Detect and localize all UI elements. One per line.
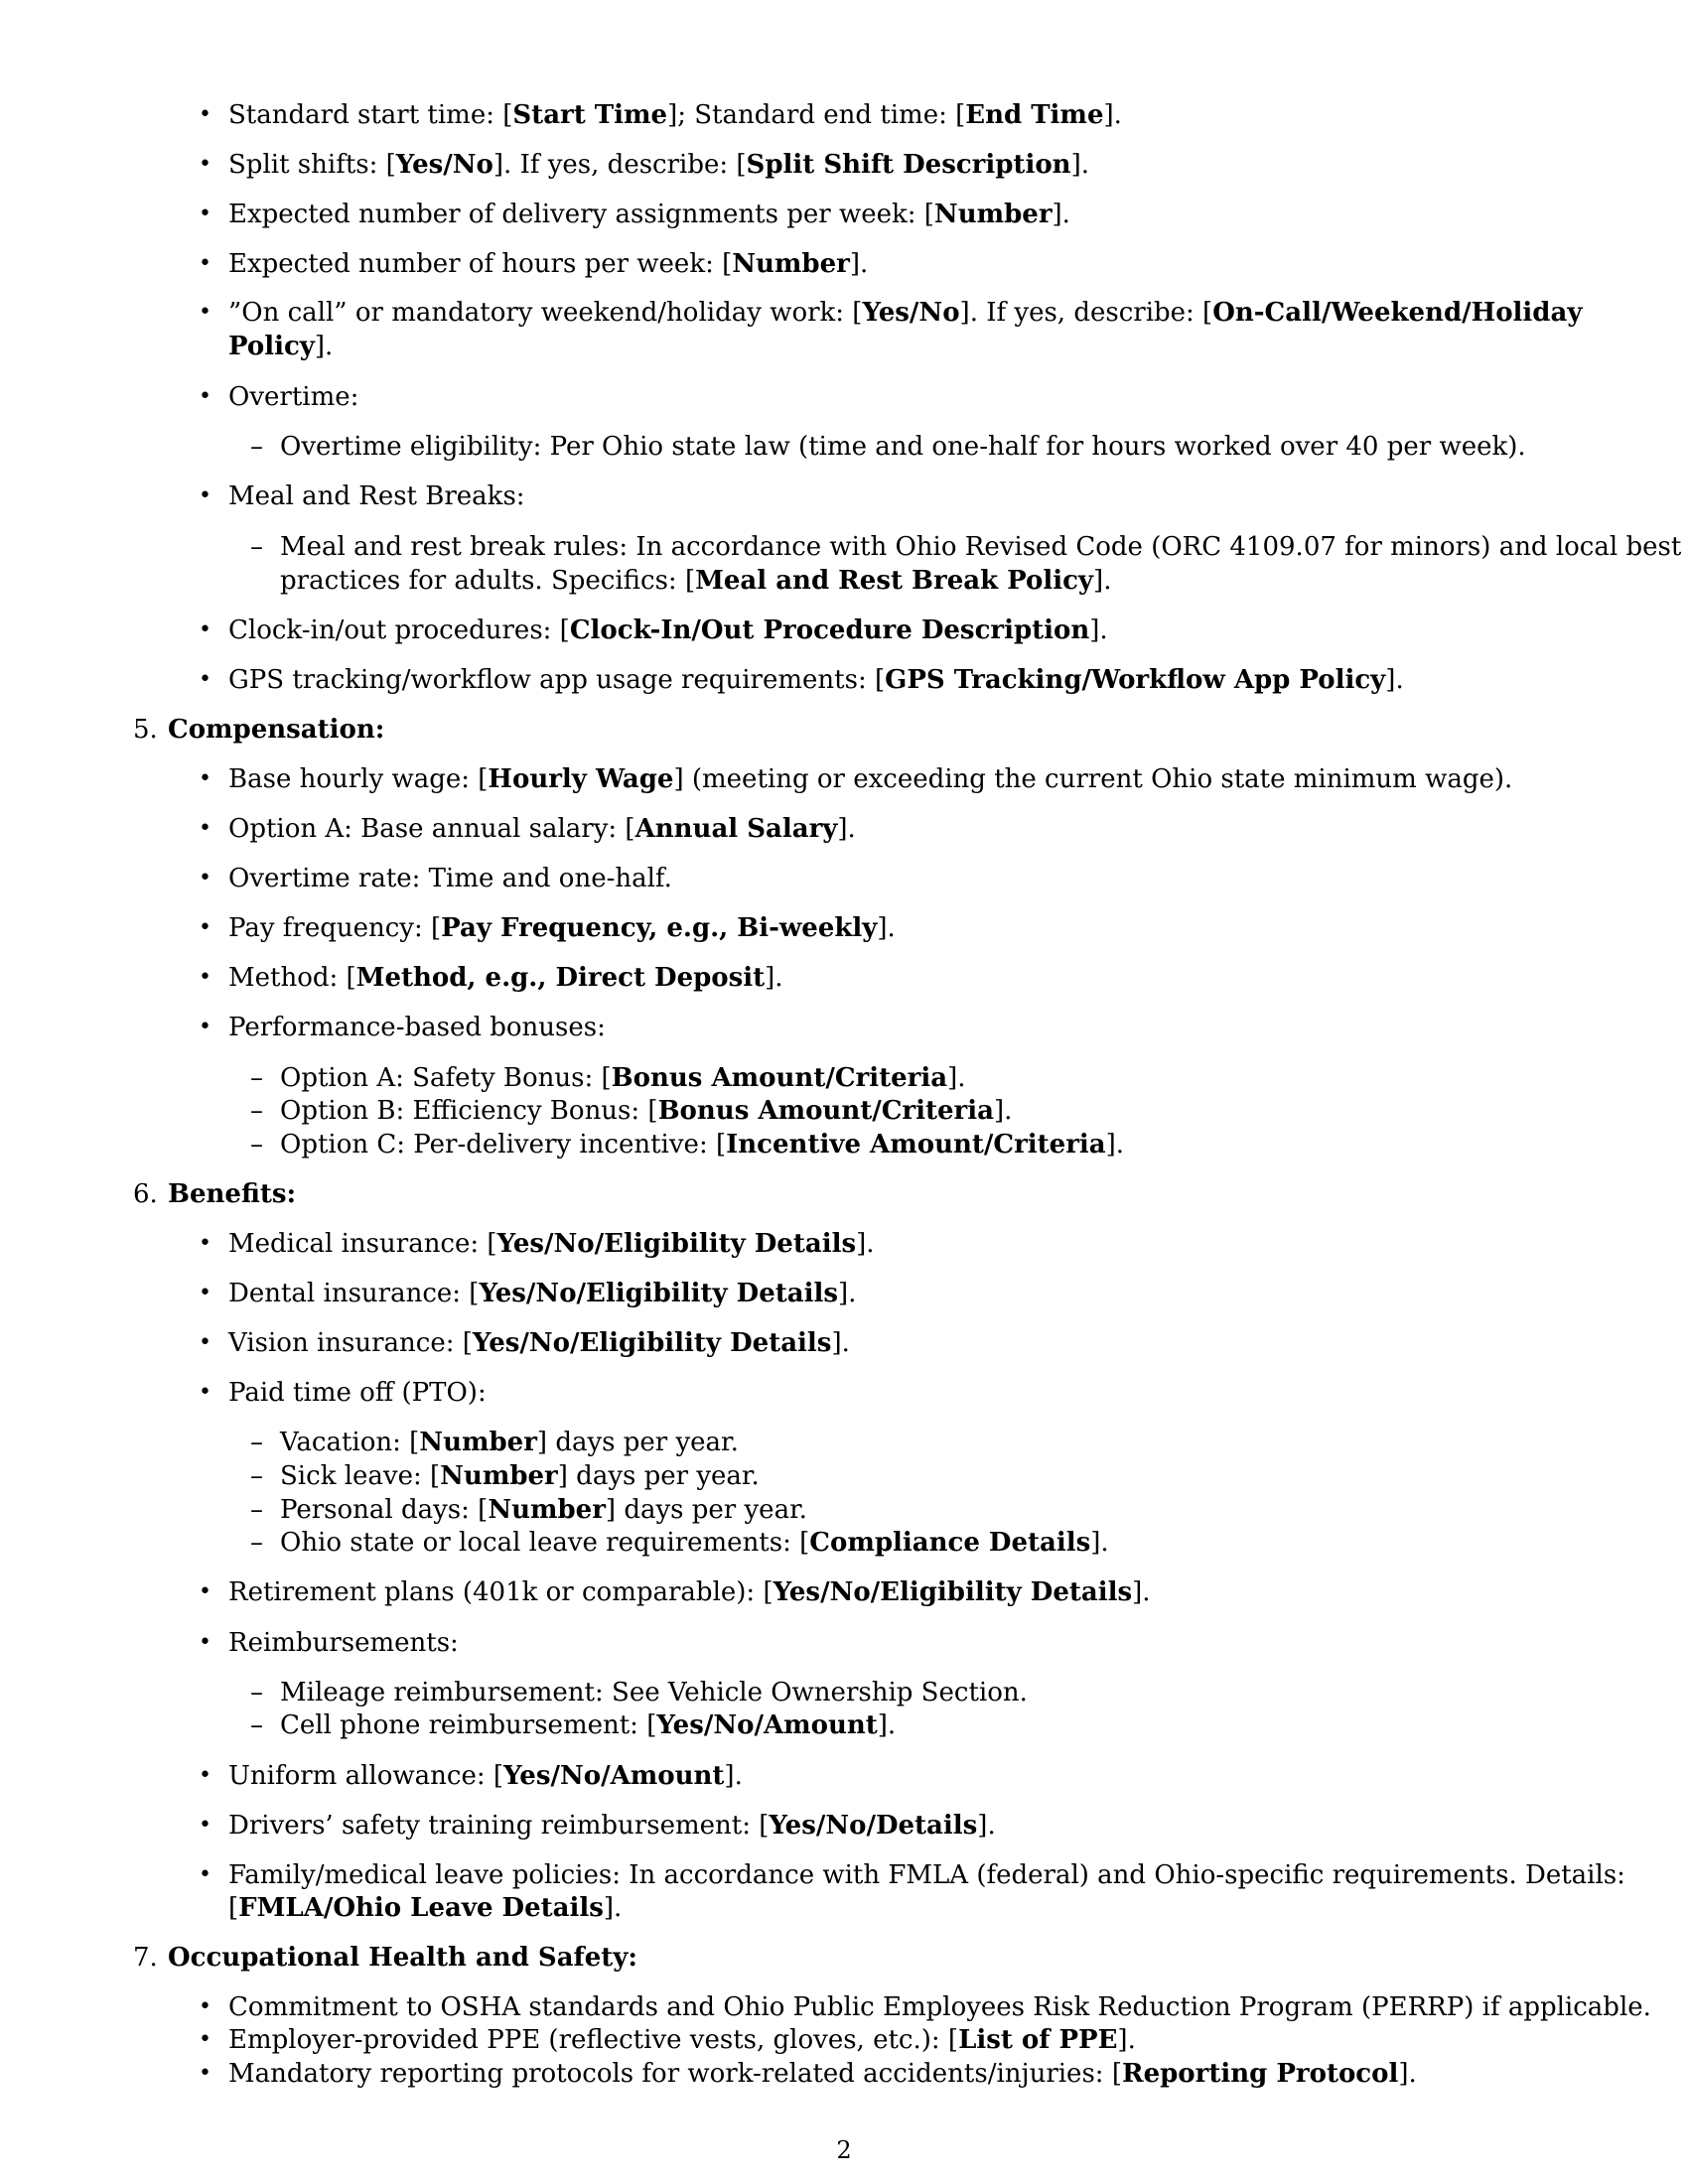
placeholder-field: Number: [419, 1428, 537, 1457]
placeholder-field: Yes/No/Eligibility Details: [496, 1229, 857, 1259]
text-segment: ].: [1385, 665, 1404, 695]
bullet-icon: •: [199, 617, 211, 642]
dash-icon: –: [250, 1461, 263, 1491]
line-text: [228, 913, 896, 943]
text-segment: Option A: Base annual salary: [: [228, 814, 635, 844]
bullet-icon: •: [199, 152, 211, 177]
line-text: [280, 1096, 1012, 1126]
text-segment: Paid time off (PTO):: [228, 1378, 487, 1408]
section-number: 6.: [133, 1179, 158, 1209]
text-segment: ].: [1070, 150, 1089, 180]
line-text: [228, 1328, 850, 1358]
text-segment: Overtime:: [228, 382, 359, 412]
placeholder-field: Annual Salary: [634, 814, 838, 844]
line-text: [228, 1378, 487, 1408]
line-text: [280, 1428, 739, 1457]
placeholder-field: Bonus Amount/Criteria: [657, 1096, 994, 1126]
dash-icon: –: [250, 1063, 263, 1093]
text-segment: ].: [1117, 2025, 1136, 2055]
line-text: [280, 566, 1111, 596]
text-segment: Commitment to OSHA standards and Ohio Public Employees Risk Reduction Program (PERRP) if applicable.: [228, 1992, 1651, 2022]
placeholder-field: Yes/No/Amount: [656, 1710, 878, 1740]
line-text: [228, 249, 868, 279]
placeholder-field: Pay Frequency, e.g., Bi-weekly: [441, 913, 878, 943]
placeholder-field: End Time: [965, 100, 1104, 130]
placeholder-field: List of PPE: [958, 2025, 1118, 2055]
text-segment: ].: [947, 1063, 966, 1093]
line-text: [228, 963, 783, 993]
text-segment: Medical insurance: [: [228, 1229, 497, 1259]
section-number: 5.: [133, 715, 158, 745]
line-text: [228, 1279, 856, 1308]
text-segment: Vision insurance: [: [228, 1328, 473, 1358]
dash-icon: –: [250, 1495, 263, 1525]
dash-icon: –: [250, 1710, 263, 1740]
line-text: [168, 1179, 296, 1209]
placeholder-field: Compliance Details: [809, 1528, 1091, 1558]
text-segment: GPS tracking/workflow app usage requirements: [: [228, 665, 886, 695]
text-segment: Personal days: [: [280, 1495, 489, 1525]
placeholder-field: Yes/No/Eligibility Details: [773, 1577, 1133, 1607]
dash-icon: –: [250, 1130, 263, 1160]
bullet-icon: •: [199, 202, 211, 226]
text-segment: ].: [314, 332, 334, 361]
text-segment: ].: [1105, 1130, 1125, 1160]
text-segment: Performance-based bonuses:: [228, 1013, 606, 1042]
dash-icon: –: [250, 1428, 263, 1457]
placeholder-field: Meal and Rest Break Policy: [695, 566, 1094, 596]
placeholder-field: Yes/No/Details: [769, 1811, 978, 1841]
text-segment: ].: [1052, 200, 1070, 229]
bullet-icon: •: [199, 2061, 211, 2086]
text-segment: practices for adults. Specifics: [: [280, 566, 696, 596]
bullet-icon: •: [199, 1380, 211, 1405]
placeholder-field: GPS Tracking/Workflow App Policy: [885, 665, 1386, 695]
bullet-icon: •: [199, 667, 211, 692]
line-text: [228, 1013, 606, 1042]
line-text: [280, 1678, 1028, 1707]
dash-icon: –: [250, 1678, 263, 1707]
line-text: [228, 298, 1582, 328]
line-text: [228, 1992, 1651, 2022]
bullet-icon: •: [199, 1763, 211, 1788]
text-segment: ].: [849, 249, 869, 279]
text-segment: Overtime rate: Time and one-half.: [228, 864, 672, 893]
bullet-icon: •: [199, 915, 211, 940]
placeholder-field: Method, e.g., Direct Deposit: [355, 963, 766, 993]
placeholder-field: Yes/No/Eligibility Details: [479, 1279, 838, 1308]
dash-icon: –: [250, 532, 263, 562]
line-text: [228, 481, 525, 511]
text-segment: Method: [: [228, 963, 356, 993]
text-segment: Benefits:: [168, 1179, 297, 1209]
line-text: [168, 1943, 637, 1973]
text-segment: ].: [1398, 2059, 1417, 2089]
text-segment: ].: [856, 1229, 875, 1259]
bullet-icon: •: [199, 1330, 211, 1355]
text-segment: ] days per year.: [605, 1495, 807, 1525]
line-text: [228, 2059, 1417, 2089]
text-segment: Compensation:: [168, 715, 385, 745]
text-segment: ] days per year.: [557, 1461, 760, 1491]
line-text: [228, 615, 1108, 645]
text-segment: Expected number of hours per week: [: [228, 249, 733, 279]
line-text: [228, 1893, 622, 1923]
bullet-icon: •: [199, 384, 211, 409]
bullet-icon: •: [199, 1630, 211, 1655]
bullet-icon: •: [199, 1579, 211, 1604]
bullet-icon: •: [199, 965, 211, 990]
text-segment: ].: [837, 1279, 857, 1308]
placeholder-field: On-Call/Weekend/Holiday: [1212, 298, 1583, 328]
text-segment: Occupational Health and Safety:: [168, 1943, 637, 1973]
text-segment: Ohio state or local leave requirements: [: [280, 1528, 810, 1558]
text-segment: ].: [877, 1710, 897, 1740]
text-segment: ].: [837, 814, 856, 844]
text-segment: Option A: Safety Bonus: [: [280, 1063, 612, 1093]
bullet-icon: •: [199, 1862, 211, 1887]
line-text: [228, 764, 1512, 794]
line-text: [228, 1577, 1151, 1607]
text-segment: ].: [603, 1893, 623, 1923]
text-segment: Expected number of delivery assignments per week: [: [228, 200, 934, 229]
text-segment: Cell phone reimbursement: [: [280, 1710, 657, 1740]
text-segment: Vacation: [: [280, 1428, 420, 1457]
text-segment: Mandatory reporting protocols for work-related accidents/injuries: [: [228, 2059, 1122, 2089]
text-segment: Meal and rest break rules: In accordance with Ohio Revised Code (ORC 4109.07 for minors) and local best: [280, 532, 1682, 562]
placeholder-field: Start Time: [512, 100, 668, 130]
bullet-icon: •: [199, 1813, 211, 1838]
text-segment: Retirement plans (401k or comparable): [: [228, 1577, 774, 1607]
placeholder-field: Policy: [228, 332, 315, 361]
text-segment: ].: [993, 1096, 1013, 1126]
text-segment: [: [228, 1893, 239, 1923]
text-segment: Overtime eligibility: Per Ohio state law (time and one-half for hours worked over 40 per week).: [280, 432, 1526, 462]
line-text: [228, 150, 1089, 180]
line-text: [228, 1761, 743, 1791]
text-segment: Family/medical leave policies: In accordance with FMLA (federal) and Ohio-specific requirements. Details:: [228, 1860, 1625, 1890]
placeholder-field: Incentive Amount/Criteria: [726, 1130, 1106, 1160]
line-text: [280, 1461, 760, 1491]
page-number: 2: [836, 2136, 852, 2164]
text-segment: Sick leave: [: [280, 1461, 441, 1491]
dash-icon: –: [250, 1528, 263, 1558]
placeholder-field: Hourly Wage: [488, 764, 674, 794]
bullet-icon: •: [199, 102, 211, 127]
text-segment: ].: [1090, 1528, 1109, 1558]
text-segment: Meal and Rest Breaks:: [228, 481, 525, 511]
line-text: [280, 1528, 1109, 1558]
bullet-icon: •: [199, 1015, 211, 1039]
text-segment: ].: [765, 963, 783, 993]
line-text: [280, 1130, 1124, 1160]
placeholder-field: Number: [440, 1461, 558, 1491]
placeholder-field: Number: [488, 1495, 606, 1525]
text-segment: ].: [877, 913, 896, 943]
placeholder-field: Yes/No: [395, 150, 493, 180]
placeholder-field: Bonus Amount/Criteria: [611, 1063, 948, 1093]
text-segment: ] days per year.: [536, 1428, 739, 1457]
text-segment: Drivers’ safety training reimbursement: [: [228, 1811, 770, 1841]
bullet-icon: •: [199, 300, 211, 325]
line-text: [228, 200, 1070, 229]
line-text: [280, 1063, 966, 1093]
text-segment: ].: [831, 1328, 850, 1358]
line-text: [228, 814, 856, 844]
text-segment: ]. If yes, describe: [: [492, 150, 747, 180]
text-segment: ].: [1093, 566, 1112, 596]
line-text: [228, 1811, 996, 1841]
text-segment: ].: [1089, 615, 1108, 645]
line-text: [228, 100, 1122, 130]
text-segment: Standard start time: [: [228, 100, 513, 130]
bullet-icon: •: [199, 816, 211, 841]
text-segment: ]. If yes, describe: [: [959, 298, 1213, 328]
text-segment: Option B: Efficiency Bonus: [: [280, 1096, 658, 1126]
placeholder-field: Yes/No/Amount: [503, 1761, 725, 1791]
text-segment: ].: [1103, 100, 1122, 130]
placeholder-field: FMLA/Ohio Leave Details: [238, 1893, 604, 1923]
text-segment: Pay frequency: [: [228, 913, 442, 943]
line-text: [228, 864, 672, 893]
text-segment: Clock-in/out procedures: [: [228, 615, 570, 645]
line-text: [228, 665, 1404, 695]
placeholder-field: Clock-In/Out Procedure Description: [569, 615, 1090, 645]
text-segment: Employer-provided PPE (reflective vests, gloves, etc.): [: [228, 2025, 959, 2055]
text-segment: ].: [724, 1761, 743, 1791]
dash-icon: –: [250, 432, 263, 462]
line-text: [228, 332, 333, 361]
line-text: [228, 1229, 875, 1259]
line-text: [228, 1628, 459, 1658]
line-text: [168, 715, 384, 745]
line-text: [228, 382, 358, 412]
text-segment: ]; Standard end time: [: [667, 100, 966, 130]
text-segment: ”On call” or mandatory weekend/holiday work: [: [228, 298, 863, 328]
text-segment: Dental insurance: [: [228, 1279, 480, 1308]
line-text: [280, 432, 1526, 462]
bullet-icon: •: [199, 1231, 211, 1256]
dash-icon: –: [250, 1096, 263, 1126]
bullet-icon: •: [199, 2027, 211, 2052]
text-segment: ].: [1132, 1577, 1151, 1607]
text-segment: Split shifts: [: [228, 150, 396, 180]
placeholder-field: Split Shift Description: [746, 150, 1071, 180]
line-text: [280, 1495, 807, 1525]
line-text: [228, 1860, 1625, 1890]
line-text: [280, 532, 1681, 562]
bullet-icon: •: [199, 766, 211, 791]
text-segment: Reimbursements:: [228, 1628, 459, 1658]
placeholder-field: Yes/No/Eligibility Details: [472, 1328, 832, 1358]
placeholder-field: Reporting Protocol: [1121, 2059, 1399, 2089]
text-segment: ].: [977, 1811, 996, 1841]
bullet-icon: •: [199, 483, 211, 508]
text-segment: Option C: Per-delivery incentive: [: [280, 1130, 727, 1160]
placeholder-field: Number: [933, 200, 1053, 229]
placeholder-field: Yes/No: [862, 298, 960, 328]
bullet-icon: •: [199, 866, 211, 890]
line-text: [228, 2025, 1136, 2055]
text-segment: Mileage reimbursement: See Vehicle Ownership Section.: [280, 1678, 1028, 1707]
text-segment: Base hourly wage: [: [228, 764, 489, 794]
bullet-icon: •: [199, 251, 211, 276]
placeholder-field: Number: [732, 249, 850, 279]
text-segment: Uniform allowance: [: [228, 1761, 503, 1791]
bullet-icon: •: [199, 1994, 211, 2019]
text-segment: ] (meeting or exceeding the current Ohio state minimum wage).: [673, 764, 1513, 794]
section-number: 7.: [133, 1943, 158, 1973]
bullet-icon: •: [199, 1281, 211, 1305]
line-text: [280, 1710, 896, 1740]
